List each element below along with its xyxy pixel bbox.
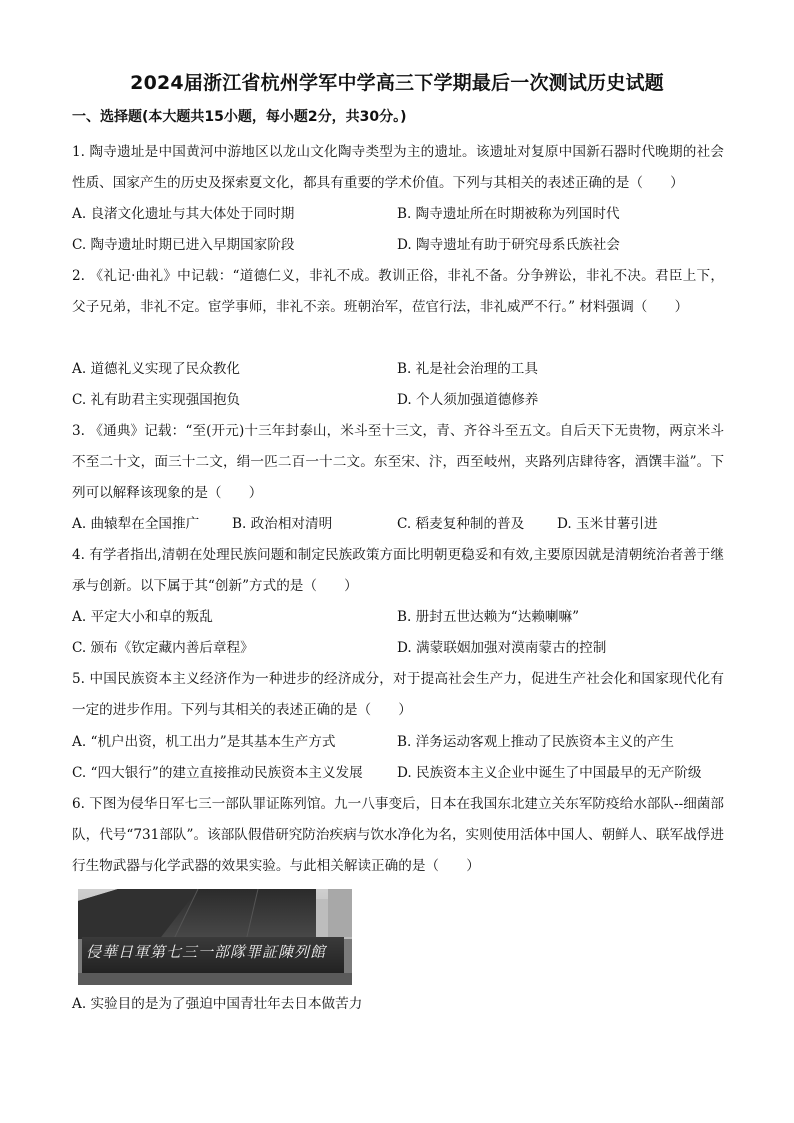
question-4-option-a[interactable]: A. 平定大小和卓的叛乱 bbox=[72, 609, 213, 625]
question-6-options-row-1 bbox=[72, 989, 724, 1020]
question-4-stem: 4. 有学者指出,清朝在处理民族问题和制定民族政策方面比明朝更稳妥和有效,主要原因就是清朝统治者善于继承与创新。以下属于其“创新”方式的是（ ） bbox=[72, 547, 724, 594]
question-4-option-d[interactable]: D. 满蒙联姻加强对漠南蒙古的控制 bbox=[397, 640, 607, 656]
question-3-option-c[interactable]: C. 稻麦复种制的普及 bbox=[397, 516, 525, 532]
question-3-stem: 3. 《通典》记载：“至(开元)十三年封泰山，米斗至十三文，青、齐谷斗至五文。自后天下无贵物，两京米斗不至二十文，面三十二文，绢一匹二百一十二文。东至宋、汴，西至岐州，夹路列店肆待客，酒馔丰溢”。下列可以解释该现象的是（ ） bbox=[72, 423, 724, 501]
question-4-option-b[interactable]: B. 册封五世达赖为“达赖喇嘛” bbox=[397, 609, 580, 625]
question-2-stem: 2. 《礼记·曲礼》中记载：“道德仁义，非礼不成。教训正俗，非礼不备。分争辨讼，非礼不决。君臣上下，父子兄弟，非礼不定。宦学事师，非礼不亲。班朝治军，莅官行法，非礼威严不行。” 材料强调（ ） bbox=[72, 268, 724, 315]
question-6-option-a[interactable]: A. 实验目的是为了强迫中国青壮年去日本做苦力 bbox=[72, 996, 363, 1012]
question-4-options-row-1 bbox=[72, 602, 724, 633]
museum-sign-text: 侵華日軍第七三一部隊罪証陳列館 bbox=[86, 943, 327, 961]
question-5-options-row-1 bbox=[72, 727, 724, 758]
question-1-option-d[interactable]: D. 陶寺遗址有助于研究母系氏族社会 bbox=[397, 237, 620, 253]
question-1-option-a[interactable]: A. 良渚文化遗址与其大体处于同时期 bbox=[72, 206, 295, 222]
museum-photo-graphic bbox=[78, 889, 352, 985]
question-4-options-row-2 bbox=[72, 633, 724, 664]
question-3-option-a[interactable]: A. 曲辕犁在全国推广 bbox=[72, 516, 200, 532]
question-2-option-b[interactable]: B. 礼是社会治理的工具 bbox=[397, 361, 538, 377]
section-heading: 一、选择题(本大题共15小题，每小题2分，共30分。) bbox=[72, 109, 407, 125]
museum-photo bbox=[78, 889, 352, 985]
question-1-option-b[interactable]: B. 陶寺遗址所在时期被称为列国时代 bbox=[397, 206, 620, 222]
question-5-option-c[interactable]: C. “四大银行”的建立直接推动民族资本主义发展 bbox=[72, 765, 363, 781]
question-3-option-b[interactable]: B. 政治相对清明 bbox=[232, 516, 333, 532]
question-5-option-d[interactable]: D. 民族资本主义企业中诞生了中国最早的无产阶级 bbox=[397, 765, 702, 781]
question-1-options-row-1 bbox=[72, 199, 724, 230]
question-1-option-c[interactable]: C. 陶寺遗址时期已进入早期国家阶段 bbox=[72, 237, 295, 253]
question-1-stem: 1. 陶寺遗址是中国黄河中游地区以龙山文化陶寺类型为主的遗址。该遗址对复原中国新石器时代晚期的社会性质、国家产生的历史及探索夏文化，都具有重要的学术价值。下列与其相关的表述正确的是（ ） bbox=[72, 144, 724, 191]
question-5-stem: 5. 中国民族资本主义经济作为一种进步的经济成分，对于提高社会生产力，促进生产社会化和国家现代化有一定的进步作用。下列与其相关的表述正确的是（ ） bbox=[72, 671, 724, 718]
question-5-options-row-2 bbox=[72, 758, 724, 789]
question-2-option-a[interactable]: A. 道德礼义实现了民众教化 bbox=[72, 361, 240, 377]
page-title: 2024届浙江省杭州学军中学高三下学期最后一次测试历史试题 bbox=[130, 72, 664, 94]
question-3-options-row bbox=[72, 509, 724, 540]
question-3-option-d[interactable]: D. 玉米甘薯引进 bbox=[557, 516, 658, 532]
question-5-option-b[interactable]: B. 洋务运动客观上推动了民族资本主义的产生 bbox=[397, 734, 674, 750]
question-2-options-row-1 bbox=[72, 354, 724, 385]
question-2-option-d[interactable]: D. 个人须加强道德修养 bbox=[397, 392, 539, 408]
question-2-options-row-2 bbox=[72, 385, 724, 416]
question-1-options-row-2 bbox=[72, 230, 724, 261]
question-4-option-c[interactable]: C. 颁布《钦定藏内善后章程》 bbox=[72, 640, 254, 656]
question-2-option-c[interactable]: C. 礼有助君主实现强国抱负 bbox=[72, 392, 241, 408]
question-6-stem: 6. 下图为侵华日军七三一部队罪证陈列馆。九一八事变后，日本在我国东北建立关东军防疫给水部队--细菌部队，代号“731部队”。该部队假借研究防治疾病与饮水净化为名，实则使用活体中国人、朝鲜人、联军战俘进行生物武器与化学武器的效果实验。与此相关解读正确的是（ ） bbox=[72, 796, 724, 874]
question-5-option-a[interactable]: A. “机户出资，机工出力”是其基本生产方式 bbox=[72, 734, 336, 750]
